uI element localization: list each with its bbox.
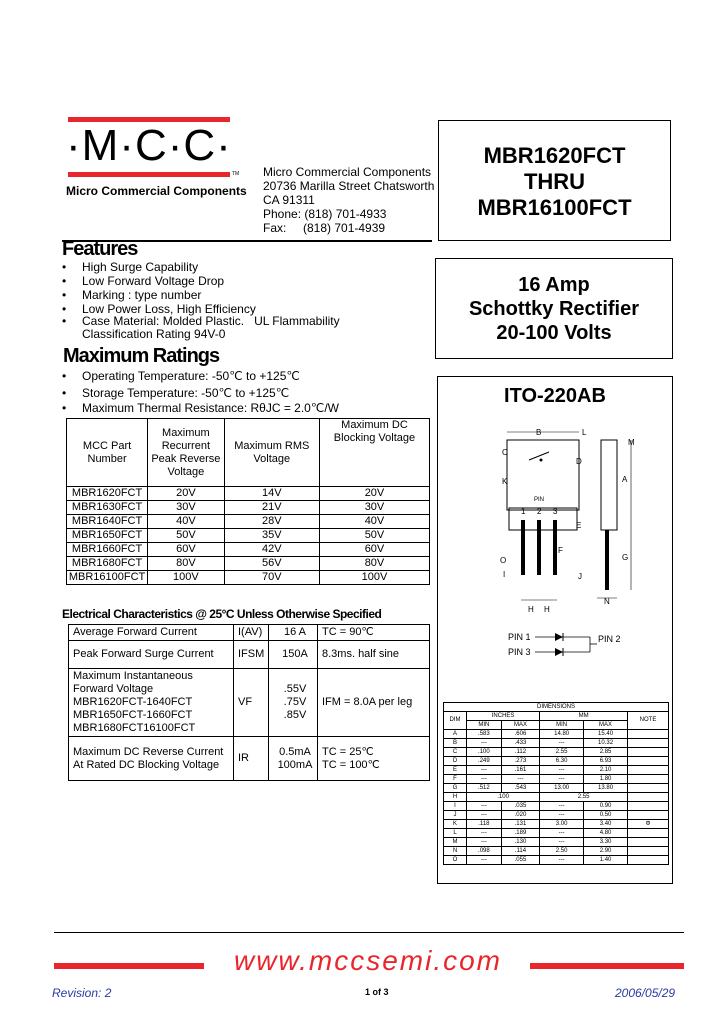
dim-label: PIN (534, 497, 545, 503)
logo-bar-bottom (68, 172, 230, 177)
package-name: ITO-220AB (504, 385, 606, 407)
table-row: N .098 .114 2.50 2.90 (444, 847, 669, 856)
table-row: K .118 .131 3.00 3.40 Φ (444, 820, 669, 829)
dimensions-table: DIMENSIONS DIM INCHES MM NOTE MIN MAX MIN MAX A .583 .606 14.80 15.40 B --- .433 --- 10.32 C .100 .112 2.55 2.85 D .249 .273 6.30 6.93 E --- .161 --- 2.10 F --- --- --- 1.80 G .512 .543 13.00 13.80 H .100 2.55 I --- .035 --- 0.90 J --- .020 --- 0.50 K .118 .131 3.00 3.40 Φ L --- .189 --- 4.80 M --- .130 --- 3.30 N .098 .114 2.50 2.90 O --- .055 --- 1.40 (443, 702, 669, 865)
table-row: MBR1620FCT 20V 14V 20V (67, 487, 430, 501)
table-row: B --- .433 --- 10.32 (444, 739, 669, 748)
table-row: MBR1660FCT 60V 42V 60V (67, 543, 430, 557)
footer-bar-right (530, 963, 684, 969)
lead (553, 520, 557, 575)
dim-label: H (544, 605, 550, 614)
ratings-header: Maximum DC Blocking Voltage (319, 419, 429, 487)
table-row: A .583 .606 14.80 15.40 (444, 730, 669, 739)
logo-tm: TM (232, 171, 240, 177)
dim-label: O (500, 556, 507, 565)
part-title-box (438, 120, 671, 241)
table-row: MBR1650FCT 50V 35V 50V (67, 529, 430, 543)
footer-divider (54, 932, 684, 933)
dim-label: N (604, 597, 610, 606)
part-title-line: THRU (523, 169, 586, 194)
dim-label: H (528, 605, 534, 614)
ratings-table (66, 418, 430, 585)
max-ratings-title: Maximum Ratings (63, 345, 220, 367)
feature-item: • Low Forward Voltage Drop (62, 274, 225, 288)
ratings-header: Maximum Recurrent Peak Reverse Voltage (148, 419, 224, 487)
logo-text: ·M·C·C· (66, 121, 232, 170)
dim-label: A (622, 475, 628, 484)
footer-revision: Revision: 2 (52, 986, 112, 1000)
lead (537, 520, 541, 575)
table-row: MBR1640FCT 40V 28V 40V (67, 515, 430, 529)
dim-label: G (622, 553, 629, 562)
table-row: Maximum DC Reverse Current At Rated DC Blocking Voltage IR 0.5mA 100mA TC = 25℃ TC = 100℃ (69, 737, 430, 781)
dim-label: C (502, 448, 508, 457)
electrical-title: Electrical Characteristics @ 25°C Unless Otherwise Specified (62, 607, 382, 621)
dim-label: F (558, 546, 563, 555)
table-row: L --- .189 --- 4.80 (444, 829, 669, 838)
part-title-line: MBR1620FCT (483, 143, 626, 168)
feature-item: • Case Material: Molded Plastic. UL Flammability (62, 314, 340, 328)
dim-label: 2 (537, 507, 542, 516)
table-row: F --- --- --- 1.80 (444, 775, 669, 784)
dim-label: 3 (553, 507, 558, 516)
ratings-header: Maximum RMS Voltage (224, 419, 319, 487)
table-row: Average Forward Current I(AV) 16 A TC = 90℃ (69, 625, 430, 641)
table-row: M --- .130 --- 3.30 (444, 838, 669, 847)
diode-symbols (535, 632, 605, 662)
logo-subtitle: Micro Commercial Components (66, 184, 247, 198)
table-row: MBR1680FCT 80V 56V 80V (67, 557, 430, 571)
table-row: MBR16100FCT 100V 70V 100V (67, 571, 430, 585)
table-row: H .100 2.55 (444, 793, 669, 802)
company-address: Micro Commercial Components 20736 Marilla Street Chatsworth CA 91311 Phone: (818) 701-4933 Fax: (818) 701-4939 (263, 165, 435, 235)
pin-label: PIN 3 (508, 647, 531, 657)
electrical-table (68, 624, 430, 781)
table-row: J --- .020 --- 0.50 (444, 811, 669, 820)
feature-item: Classification Rating 94V-0 (82, 327, 226, 341)
side-view-lead (605, 530, 609, 590)
dim-label: L (582, 428, 587, 437)
dim-label: M (628, 438, 635, 447)
dim-label: E (576, 521, 582, 530)
feature-item: • Low Power Loss, High Efficiency (62, 302, 256, 316)
pin-label: PIN 1 (508, 632, 531, 642)
footer-page: 1 of 3 (365, 987, 389, 997)
dim-label: 1 (521, 507, 526, 516)
table-row: G .512 .543 13.00 13.80 (444, 784, 669, 793)
table-row: C .100 .112 2.55 2.85 (444, 748, 669, 757)
pin-label: PIN 2 (598, 634, 621, 644)
dim-label: K (502, 477, 508, 486)
rating-item: • Maximum Thermal Resistance: RθJC = 2.0℃/W (62, 401, 339, 415)
side-view-body (601, 440, 617, 530)
dim-label: B (536, 428, 542, 437)
dim-label: J (578, 572, 582, 581)
feature-item: • High Surge Capability (62, 260, 199, 274)
part-title-line: MBR16100FCT (477, 195, 632, 220)
ratings-header: MCC Part Number (67, 419, 148, 487)
table-row: Maximum Instantaneous Forward Voltage MBR1620FCT-1640FCT MBR1650FCT-1660FCT MBR1680FCT16100FCT VF .55V .75V .85V IFM = 8.0A per leg (69, 669, 430, 737)
features-title: Features (62, 238, 138, 260)
table-row: D .249 .273 6.30 6.93 (444, 757, 669, 766)
footer-bar-left (54, 963, 204, 969)
rating-item: • Operating Temperature: -50℃ to +125℃ (62, 369, 300, 383)
table-row: Peak Forward Surge Current IFSM 150A 8.3ms. half sine (69, 641, 430, 669)
footer-date: 2006/05/29 (615, 986, 676, 1000)
lead (521, 520, 525, 575)
table-row: E --- .161 --- 2.10 (444, 766, 669, 775)
table-row: I --- .035 --- 0.90 (444, 802, 669, 811)
feature-item: • Marking : type number (62, 288, 202, 302)
tab-bottom (509, 508, 577, 530)
mounting-hole (540, 459, 543, 462)
description-box: 16 Amp Schottky Rectifier 20-100 Volts (435, 258, 673, 359)
package-drawing (437, 420, 673, 660)
dim-label: I (503, 570, 506, 579)
table-row: O --- .055 --- 1.40 (444, 856, 669, 865)
footer-website[interactable]: www.mccsemi.com (233, 945, 502, 976)
rating-item: • Storage Temperature: -50℃ to +125℃ (62, 386, 290, 400)
table-row: MBR1630FCT 30V 21V 30V (67, 501, 430, 515)
dim-label: D (576, 457, 582, 466)
